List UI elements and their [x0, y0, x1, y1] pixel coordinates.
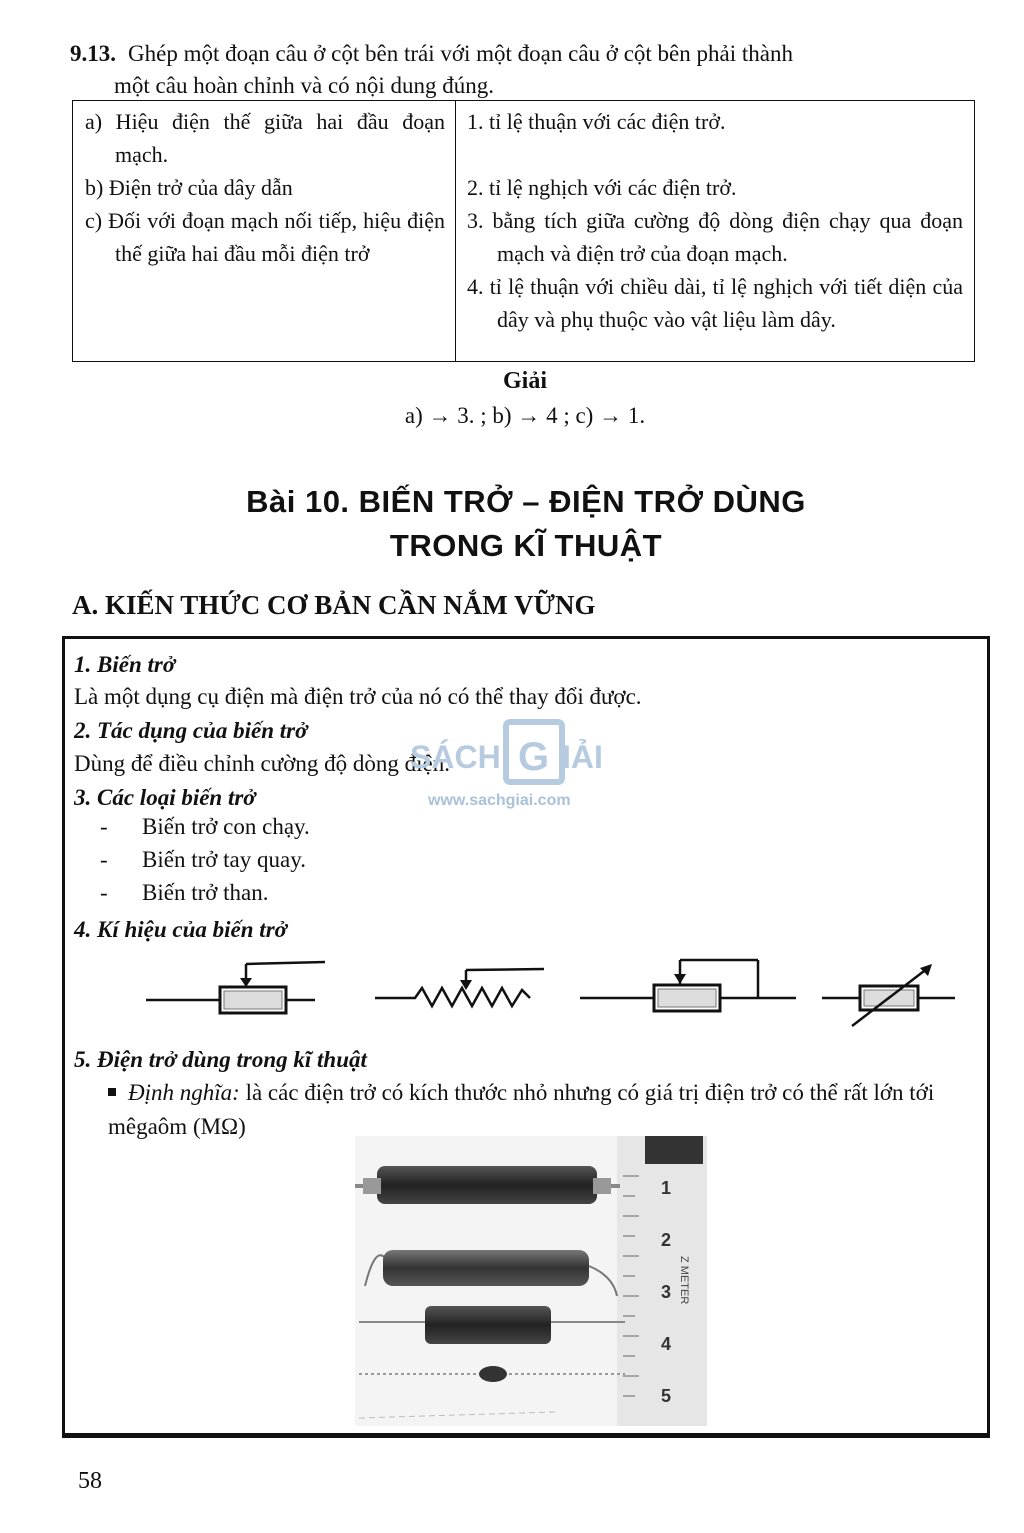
list-dash: -: [100, 814, 108, 839]
definition-bullet: [108, 1076, 978, 1144]
ruler-mark-5: 5: [661, 1386, 672, 1406]
right-item-1: 1. tỉ lệ thuận với các điện trở.: [467, 109, 726, 134]
lesson-title: [0, 480, 1024, 568]
right-column: [467, 105, 963, 336]
lesson-title-line1: Bài 10. BIẾN TRỞ – ĐIỆN TRỞ DÙNG: [246, 484, 806, 519]
rheostat-symbol-zigzag-icon: [375, 969, 544, 1006]
bullet-square-icon: [108, 1088, 116, 1096]
watermark-url: www.sachgiai.com: [428, 792, 571, 809]
solution-answer: a) → 3. ; b) → 4 ; c) → 1.: [404, 403, 646, 428]
left-column: [85, 105, 445, 270]
heading-bien-tro: 1. Biến trở: [74, 652, 176, 677]
exercise-prompt-line1: Ghép một đoạn câu ở cột bên trái với một đoạn câu ở cột bên phải thành: [128, 41, 793, 66]
watermark-brand-left: SÁCH: [410, 739, 501, 775]
exercise-prompt-line2: một câu hoàn chỉnh và có nội dung đúng.: [114, 73, 495, 98]
rheostat-symbol-slider-icon: [146, 962, 325, 1013]
ruler-mark-3: 3: [661, 1282, 672, 1302]
resistor-3-icon: [425, 1306, 551, 1344]
svg-text:G: G: [518, 735, 550, 779]
text-bien-tro: Là một dụng cụ điện mà điện trở của nó có thể thay đổi được.: [74, 684, 642, 709]
resistors-photo: [355, 1136, 707, 1426]
definition-text: là các điện trở có kích thước nhỏ nhưng có giá trị điện trở có thể rất lớn tới mêgaôm (MΩ): [108, 1080, 935, 1139]
resistor-1-icon: [377, 1166, 597, 1204]
box-bottom-rule: [62, 1434, 990, 1438]
table-divider: [455, 101, 456, 361]
watermark-brand-right: IẢI: [562, 739, 603, 775]
heading-ki-hieu: 4. Kí hiệu của biến trở: [74, 917, 287, 942]
text-tac-dung: Dùng để điều chỉnh cường độ dòng điện.: [74, 751, 450, 776]
heading-tac-dung: 2. Tác dụng của biến trở: [74, 718, 308, 743]
section-heading: A. KIẾN THỨC CƠ BẢN CẦN NẮM VỮNG: [72, 590, 596, 620]
list-item: [100, 814, 310, 840]
exercise-number: 9.13.: [70, 41, 116, 66]
list-item-text: Biến trở than.: [142, 880, 269, 905]
left-item-a: a) Hiệu điện thế giữa hai đầu đoạn mạch.: [85, 109, 445, 167]
ruler-mark-2: 2: [661, 1230, 672, 1250]
right-item-4: 4. tỉ lệ thuận với chiều dài, tỉ lệ nghịch với tiết diện của dây và phụ thuộc vào vật liệu làm dây.: [467, 274, 963, 332]
exercise-prompt: [70, 38, 980, 70]
list-item-text: Biến trở con chạy.: [142, 814, 310, 839]
matching-table: [72, 100, 975, 362]
ruler-unit: Z METER: [678, 1256, 690, 1305]
right-item-3: 3. bằng tích giữa cường độ dòng điện chạy qua đoạn mạch và điện trở của đoạn mạch.: [467, 208, 963, 266]
heading-cac-loai: 3. Các loại biến trở: [74, 785, 256, 810]
rheostat-symbol-bypass-icon: [580, 960, 796, 1011]
ruler-mark-4: 4: [661, 1334, 672, 1354]
resistor-2-icon: [383, 1250, 589, 1286]
lesson-title-line2: TRONG KĨ THUẬT: [389, 528, 663, 563]
resistor-4-icon: [479, 1366, 507, 1382]
right-item-2: 2. tỉ lệ nghịch với các điện trở.: [467, 175, 737, 200]
list-dash: -: [100, 880, 108, 905]
left-item-b: b) Điện trở của dây dẫn: [85, 175, 293, 200]
list-dash: -: [100, 847, 108, 872]
list-item: [100, 880, 269, 906]
variable-resistor-arrow-icon: [822, 964, 955, 1026]
solution-title: Giải: [502, 368, 547, 394]
heading-dien-tro-ki-thuat: 5. Điện trở dùng trong kĩ thuật: [74, 1047, 367, 1072]
list-item-text: Biến trở tay quay.: [142, 847, 306, 872]
ruler-mark-1: 1: [661, 1178, 672, 1198]
list-item: [100, 847, 306, 873]
rheostat-symbols: [140, 950, 960, 1030]
page-number: 58: [78, 1468, 102, 1494]
left-item-c: c) Đối với đoạn mạch nối tiếp, hiệu điện thế giữa hai đầu mỗi điện trở: [85, 208, 445, 266]
definition-label: Định nghĩa:: [128, 1080, 240, 1105]
